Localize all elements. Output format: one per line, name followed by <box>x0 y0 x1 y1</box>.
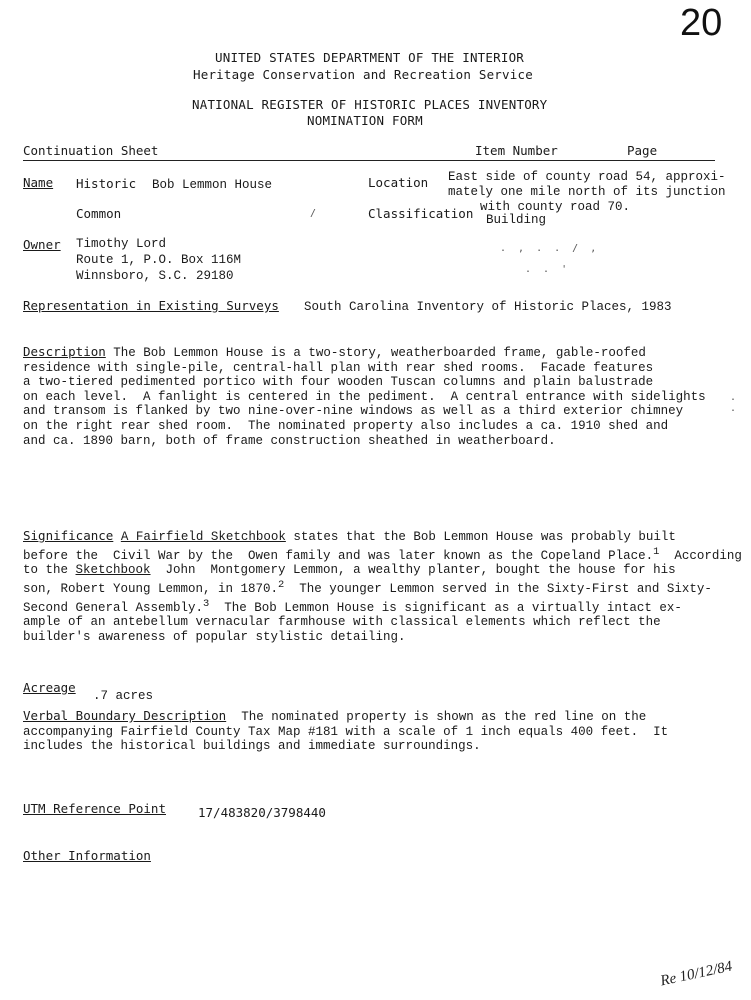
verbal-boundary-line: includes the historical buildings and immediate surroundings. <box>23 739 481 754</box>
page-label: Page <box>627 143 658 158</box>
owner-line-3: Winnsboro, S.C. 29180 <box>76 269 234 283</box>
significance-label: Significance <box>23 528 114 543</box>
verbal-boundary-label: Verbal Boundary Description <box>23 708 227 723</box>
header-form-title: NOMINATION FORM <box>307 113 423 128</box>
item-number-label: Item Number <box>475 143 558 158</box>
significance-line: According <box>659 548 742 563</box>
significance-line: before the Civil War by the Owen family and was later known as the Copeland Place. <box>23 548 654 563</box>
continuation-rule <box>23 160 715 161</box>
significance-line: Second General Assembly. <box>23 600 204 615</box>
handwritten-note: Re 10/12/84 <box>659 958 734 990</box>
classification-label: Classification <box>368 206 474 221</box>
footnote-3: 3 <box>203 597 210 610</box>
location-line-1: East side of county road 54, approxi- <box>448 170 726 184</box>
verbal-boundary-paragraph <box>23 709 668 754</box>
significance-line: John Montgomery Lemmon, a wealthy planter, bought the house for his <box>150 563 676 578</box>
significance-line: to the <box>23 563 76 578</box>
header-register-title: NATIONAL REGISTER OF HISTORIC PLACES INVENTORY <box>192 97 548 112</box>
header-service: Heritage Conservation and Recreation Service <box>193 67 533 82</box>
significance-line: The Bob Lemmon House is significant as a virtually intact ex- <box>209 600 682 615</box>
utm-value: 17/483820/3798440 <box>198 805 326 820</box>
classification-value: Building <box>486 213 547 227</box>
historic-label: Historic <box>76 176 137 191</box>
significance-line: states that the Bob Lemmon House was probably built <box>285 530 676 544</box>
significance-paragraph <box>23 529 742 645</box>
footnote-1: 1 <box>653 545 660 558</box>
name-label: Name <box>23 175 54 190</box>
stray-marks: . . ' <box>525 264 571 275</box>
location-line-2: mately one mile north of its junction <box>448 185 726 199</box>
common-label: Common <box>76 206 122 221</box>
utm-label: UTM Reference Point <box>23 801 166 816</box>
acreage-label: Acreage <box>23 680 76 695</box>
significance-line: ample of an antebellum vernacular farmhouse with classical elements which reflect the <box>23 615 661 630</box>
description-paragraph <box>23 345 706 448</box>
description-line: on the right rear shed room. The nominated property also includes a ca. 1910 shed and <box>23 418 669 433</box>
description-line: a two-tiered pedimented portico with four wooden Tuscan columns and plain balustrade <box>23 375 654 390</box>
significance-line: son, Robert Young Lemmon, in 1870. <box>23 582 279 597</box>
acreage-value: .7 acres <box>93 689 154 703</box>
significance-line: builder's awareness of popular stylistic detailing. <box>23 630 406 645</box>
description-line: The Bob Lemmon House is a two-story, weatherboarded frame, gable-roofed <box>105 346 646 360</box>
page-corner-number: 20 <box>680 2 723 44</box>
representation-value: South Carolina Inventory of Historic Places, 1983 <box>304 300 672 314</box>
stray-marks: . . <box>730 392 740 414</box>
location-line-3: with county road 70. <box>480 200 631 214</box>
owner-line-1: Timothy Lord <box>76 237 167 251</box>
sketchbook-title: Sketchbook <box>75 563 151 578</box>
continuation-sheet-label: Continuation Sheet <box>23 143 159 158</box>
description-line: and transom is flanked by two nine-over-nine windows as well as a third exterior chimney <box>23 404 684 419</box>
stray-marks: / <box>310 208 320 219</box>
description-line: and ca. 1890 barn, both of frame construction sheathed in weatherboard. <box>23 433 556 448</box>
footnote-2: 2 <box>278 578 285 591</box>
verbal-boundary-line: The nominated property is shown as the red line on the <box>226 710 647 724</box>
verbal-boundary-line: accompanying Fairfield County Tax Map #181 with a scale of 1 inch equals 400 feet. It <box>23 724 669 739</box>
owner-label: Owner <box>23 237 61 252</box>
location-label: Location <box>368 175 429 190</box>
description-line: on each level. A fanlight is centered in the pediment. A central entrance with sidelights <box>23 389 706 404</box>
stray-marks: . , . . / , <box>500 243 600 254</box>
owner-line-2: Route 1, P.O. Box 116M <box>76 253 242 267</box>
significance-book-title: A Fairfield Sketchbook <box>120 530 286 544</box>
historic-name-value: Bob Lemmon House <box>152 178 273 192</box>
description-label: Description <box>23 344 106 359</box>
representation-label: Representation in Existing Surveys <box>23 298 279 313</box>
other-information-label: Other Information <box>23 848 151 863</box>
significance-line: The younger Lemmon served in the Sixty-First and Sixty- <box>284 582 712 597</box>
header-department: UNITED STATES DEPARTMENT OF THE INTERIOR <box>215 50 525 65</box>
description-line: residence with single-pile, central-hall plan with rear shed rooms. Facade features <box>23 360 654 375</box>
